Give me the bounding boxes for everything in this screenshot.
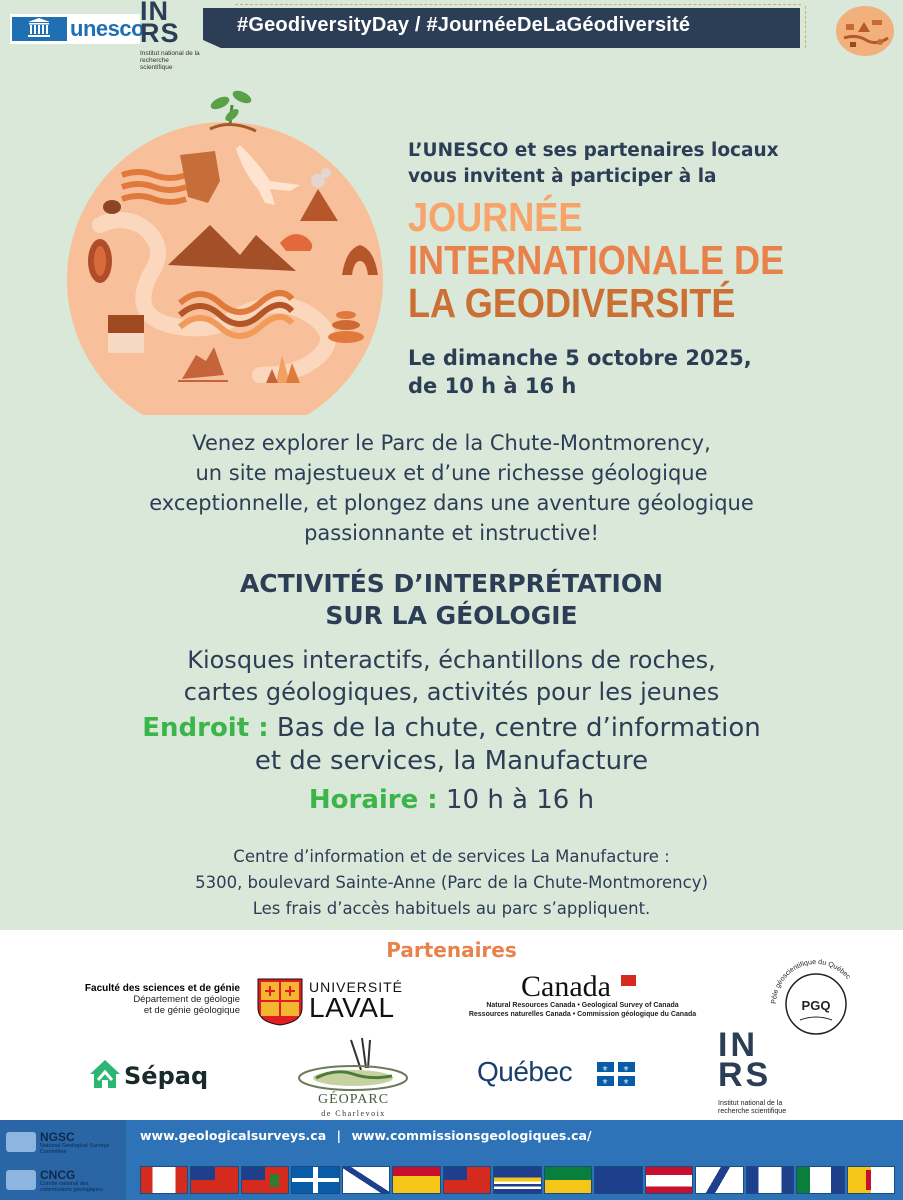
unesco-wordmark: unesco [70, 16, 145, 41]
cncg-abbr: CNCG [40, 1168, 76, 1182]
svg-text:⚜: ⚜ [601, 1065, 609, 1073]
event-date-line2: de 10 h à 16 h [408, 374, 577, 398]
canada-wordmark: Canada [521, 970, 611, 1003]
inrs-caption: Institut national de la recherche scientifique [140, 50, 200, 71]
flag-nunavut-icon [847, 1166, 895, 1194]
footer-orgs [0, 1120, 126, 1200]
flag-manitoba-icon [443, 1166, 491, 1194]
invitation-text [408, 138, 878, 190]
partners-section [0, 930, 903, 1120]
geoparc-subtitle: de Charlevoix [321, 1109, 386, 1118]
event-title-line3: LA GEODIVERSITÉ [408, 280, 736, 326]
geodiversity-day-logo-icon [836, 6, 894, 56]
cncg-logo [6, 1166, 122, 1194]
sepaq-icon [88, 1058, 122, 1092]
location-value-line2: et de services, la Manufacture [254, 746, 649, 776]
inrs-logo-bottom [718, 1026, 788, 1116]
footer [0, 1120, 903, 1200]
lead-line3: exceptionnelle, et plongez dans une aventure géologique [149, 491, 754, 515]
unesco-logo [10, 14, 145, 44]
hashtag-dash-line [235, 4, 801, 5]
inrs-bottom-line1: IN [718, 1026, 758, 1064]
faculty-line1: Faculté des sciences et de génie [84, 983, 240, 994]
hours-info [40, 784, 863, 817]
event-title-line1: JOURNÉE [408, 194, 583, 240]
faculty-line2: Département de géologie [133, 994, 240, 1005]
hours-value: 10 h à 16 h [437, 785, 595, 815]
address-line2: 5300, boulevard Sainte-Anne (Parc de la Chute-Montmorency) [195, 873, 708, 892]
inrs-logo-top [140, 0, 202, 84]
faculty-line3: et de génie géologique [143, 1005, 240, 1016]
flag-alberta-icon [594, 1166, 642, 1194]
ngsc-abbr: NGSC [40, 1130, 75, 1144]
location-info [40, 712, 863, 778]
inrs-letters-line1: IN [140, 0, 169, 26]
flag-northwest-territories-icon [746, 1166, 794, 1194]
header [0, 0, 903, 71]
link-commissionsgeologiques[interactable]: www.commissionsgeologiques.ca/ [351, 1128, 592, 1143]
footer-links [140, 1128, 592, 1143]
invitation-line2: vous invitent à participer à la [408, 166, 717, 187]
flag-new-brunswick-icon [392, 1166, 440, 1194]
inrs-letters-line2: RS [140, 18, 180, 48]
ulaval-wordmark [309, 980, 403, 1022]
sepaq-logo [88, 1058, 209, 1096]
location-line1 [40, 712, 863, 745]
quebec-flag-icon [597, 1062, 635, 1086]
flag-saskatchewan-icon [544, 1166, 592, 1194]
activities-heading-line1: ACTIVITÉS D’INTERPRÉTATION [239, 569, 664, 598]
canada-map-icon [6, 1132, 36, 1152]
hashtag-text: #GeodiversityDay / #JournéeDeLaGéodiversité [237, 14, 691, 36]
sepaq-wordmark: Sépaq [124, 1062, 209, 1090]
activities-description [40, 644, 863, 708]
nrcan-text [445, 1001, 720, 1019]
geoparc-logo [296, 1034, 411, 1124]
pgq-ring-text: Pôle géoscientifique du Québec [770, 958, 852, 1005]
event-date-line1: Le dimanche 5 octobre 2025, [408, 346, 752, 370]
geology-globe-illustration [60, 85, 400, 415]
hours-label: Horaire : [308, 785, 438, 815]
nrcan-line2: Ressources naturelles Canada • Commission géologique du Canada [468, 1011, 697, 1018]
invitation-line1: L’UNESCO et ses partenaires locaux [408, 140, 779, 161]
flag-british-columbia-icon [493, 1166, 541, 1194]
province-flags [140, 1166, 895, 1194]
flag-pei-icon [645, 1166, 693, 1194]
event-title [408, 196, 830, 325]
lead-paragraph [40, 428, 863, 548]
link-geologicalsurveys[interactable]: www.geologicalsurveys.ca [140, 1128, 327, 1143]
location-value-line1: Bas de la chute, centre d’information [268, 713, 761, 743]
flag-yukon-icon [796, 1166, 844, 1194]
hashtag-dash-vert [805, 6, 806, 48]
event-title-line2: INTERNATIONALE DE [408, 237, 785, 283]
flag-ontario-icon [190, 1166, 238, 1194]
activities-desc-line1: Kiosques interactifs, échantillons de roches, [187, 646, 716, 674]
cncg-name: Comité national des commissions géologiques [40, 1181, 103, 1193]
ulaval-line2: LAVAL [309, 992, 395, 1023]
flag-ontario-shield-icon [241, 1166, 289, 1194]
activities-desc-line2: cartes géologiques, activités pour les jeunes [183, 678, 720, 706]
activities-heading-line2: SUR LA GÉOLOGIE [325, 601, 578, 630]
address-line1: Centre d’information et de services La Manufacture : [233, 847, 670, 866]
pgq-label: PGQ [801, 998, 831, 1013]
soil-block-icon [108, 315, 144, 353]
faculty-text [60, 983, 240, 1016]
globe-circle [67, 122, 383, 415]
inrs-bottom-letters [718, 1026, 788, 1094]
ngsc-logo [6, 1128, 122, 1156]
flag-nova-scotia-icon [342, 1166, 390, 1194]
geoparc-wordmark: GÉOPARC [317, 1092, 390, 1107]
canada-flag-icon [621, 975, 636, 986]
lead-line2: un site majestueux et d’une richesse géologique [195, 461, 708, 485]
svg-text:⚜: ⚜ [622, 1065, 630, 1073]
activities-heading [40, 568, 863, 632]
inrs-bottom-caption: Institut national de la recherche scientifique [718, 1100, 787, 1115]
flag-newfoundland-icon [695, 1166, 743, 1194]
svg-text:⚜: ⚜ [622, 1078, 630, 1086]
inrs-letters [140, 0, 202, 48]
event-date [408, 344, 888, 400]
inrs-bottom-line2: RS [718, 1056, 772, 1094]
nrcan-line1: Natural Resources Canada • Geological Survey of Canada [486, 1002, 679, 1009]
unesco-temple-icon [12, 17, 67, 41]
address-block [40, 844, 863, 922]
ulaval-shield-icon [257, 978, 303, 1026]
lead-line1: Venez explorer le Parc de la Chute-Montmorency, [192, 431, 711, 455]
svg-text:⚜: ⚜ [601, 1078, 609, 1086]
canada-map-icon [6, 1170, 36, 1190]
access-fee-note: Les frais d’accès habituels au parc s’appliquent. [252, 899, 651, 918]
flag-quebec-icon [291, 1166, 339, 1194]
lead-line4: passionnante et instructive! [304, 521, 599, 545]
quebec-wordmark: Québec [477, 1056, 573, 1087]
ulaval-line1: UNIVERSITÉ [309, 979, 404, 995]
geoparc-icon [296, 1034, 411, 1094]
ngsc-name: National Geological Surveys Committee [40, 1143, 110, 1155]
location-label: Endroit : [142, 713, 269, 743]
partners-title: Partenaires [386, 938, 517, 962]
link-separator: | [336, 1128, 342, 1143]
flag-canada-icon [140, 1166, 188, 1194]
